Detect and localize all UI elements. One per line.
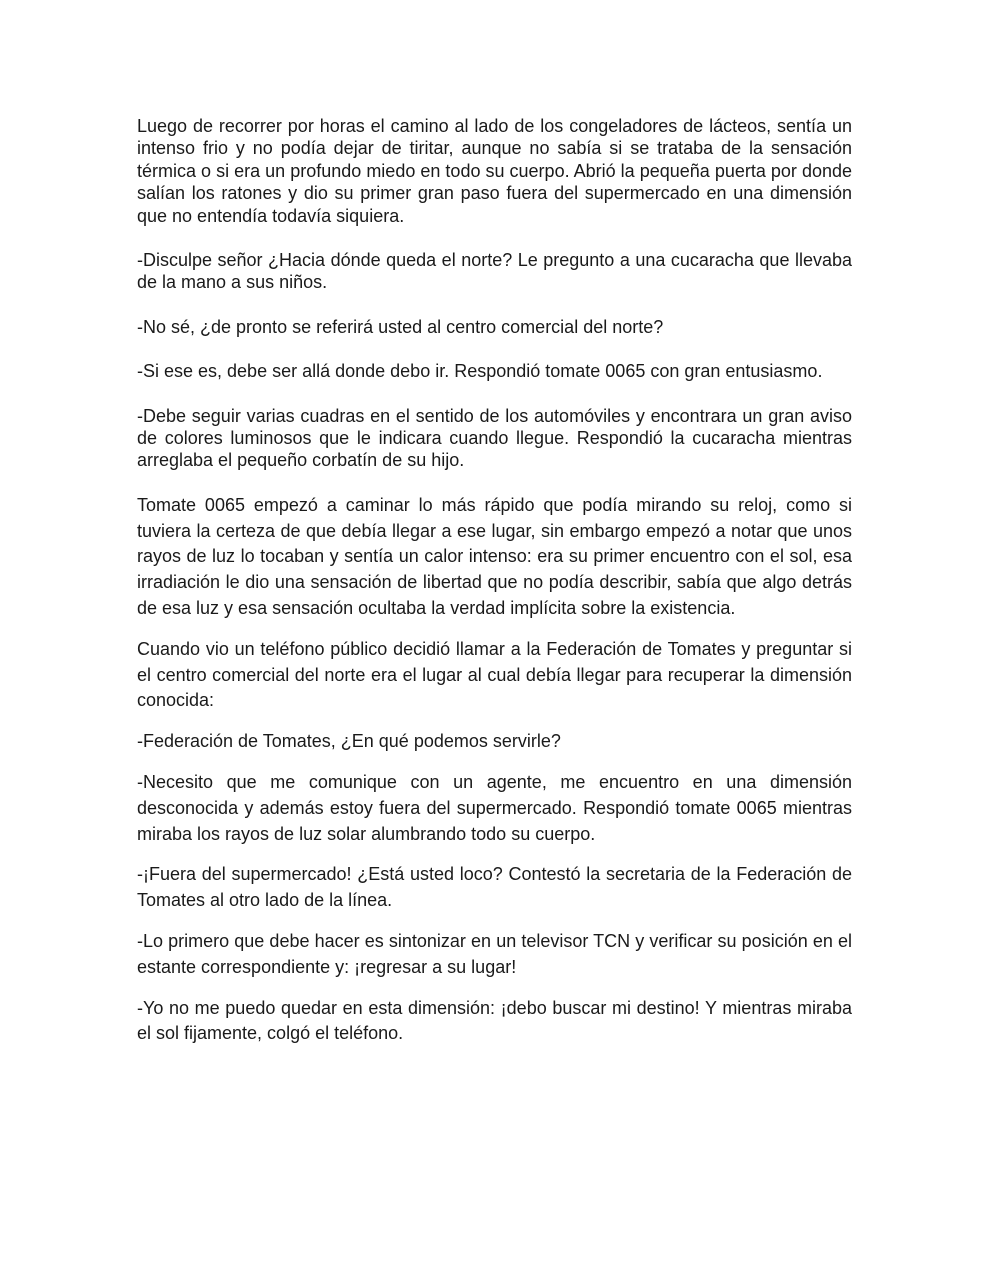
paragraph-group-tight	[137, 115, 852, 472]
paragraph: -No sé, ¿de pronto se referirá usted al centro comercial del norte?	[137, 316, 664, 337]
paragraph: -Lo primero que debe hacer es sintonizar en un televisor TCN y verificar su posición en el estante correspondiente y: ¡regresar a su lugar!	[137, 931, 852, 977]
paragraph: -Debe seguir varias cuadras en el sentido de los automóviles y encontrara un gran aviso de colores luminosos que le indicara cuando llegue. Respondió la cucaracha mientras arreglaba el pequeño corbatín de su hijo.	[137, 405, 852, 471]
paragraph: -Federación de Tomates, ¿En qué podemos servirle?	[137, 731, 561, 752]
paragraph: Luego de recorrer por horas el camino al lado de los congeladores de lácteos, sentía un intenso frio y no podía dejar de tiritar, aunque no sabía si se trataba de la sensación térmica o si era un profundo miedo en todo su cuerpo. Abrió la pequeña puerta por donde salían los ratones y dio su primer gran paso fuera del supermercado en una dimensión que no entendía todavía siquiera.	[137, 116, 852, 226]
paragraph: -Necesito que me comunique con un agente, me encuentro en una dimensión desconocida y además estoy fuera del supermercado. Respondió tomate 0065 mientras miraba los rayos de luz solar alumbrando todo su cuerpo.	[137, 772, 852, 844]
paragraph: Tomate 0065 empezó a caminar lo más rápido que podía mirando su reloj, como si tuviera la certeza de que debía llegar a ese lugar, sin embargo empezó a notar que unos rayos de luz lo tocaban y sentía un calor intenso: era su primer encuentro con el sol, esa irradiación le dio una sensación de libertad que no podía describir, sabía que algo detrás de esa luz y esa sensación ocultaba la verdad implícita sobre la existencia.	[137, 494, 852, 619]
document-body	[137, 115, 852, 1062]
paragraph: -Si ese es, debe ser allá donde debo ir. Respondió tomate 0065 con gran entusiasmo.	[137, 361, 823, 382]
paragraph-group-loose	[137, 493, 852, 1047]
paragraph: -¡Fuera del supermercado! ¿Está usted loco? Contestó la secretaria de la Federación de Tomates al otro lado de la línea.	[137, 864, 852, 911]
paragraph: Cuando vio un teléfono público decidió llamar a la Federación de Tomates y preguntar si el centro comercial del norte era el lugar al cual debía llegar para recuperar la dimensión conocida:	[137, 638, 852, 711]
paragraph: -Yo no me puedo quedar en esta dimensión: ¡debo buscar mi destino! Y mientras miraba el sol fijamente, colgó el teléfono.	[137, 997, 852, 1044]
paragraph: -Disculpe señor ¿Hacia dónde queda el norte? Le pregunto a una cucaracha que llevaba de la mano a sus niños.	[137, 250, 852, 293]
